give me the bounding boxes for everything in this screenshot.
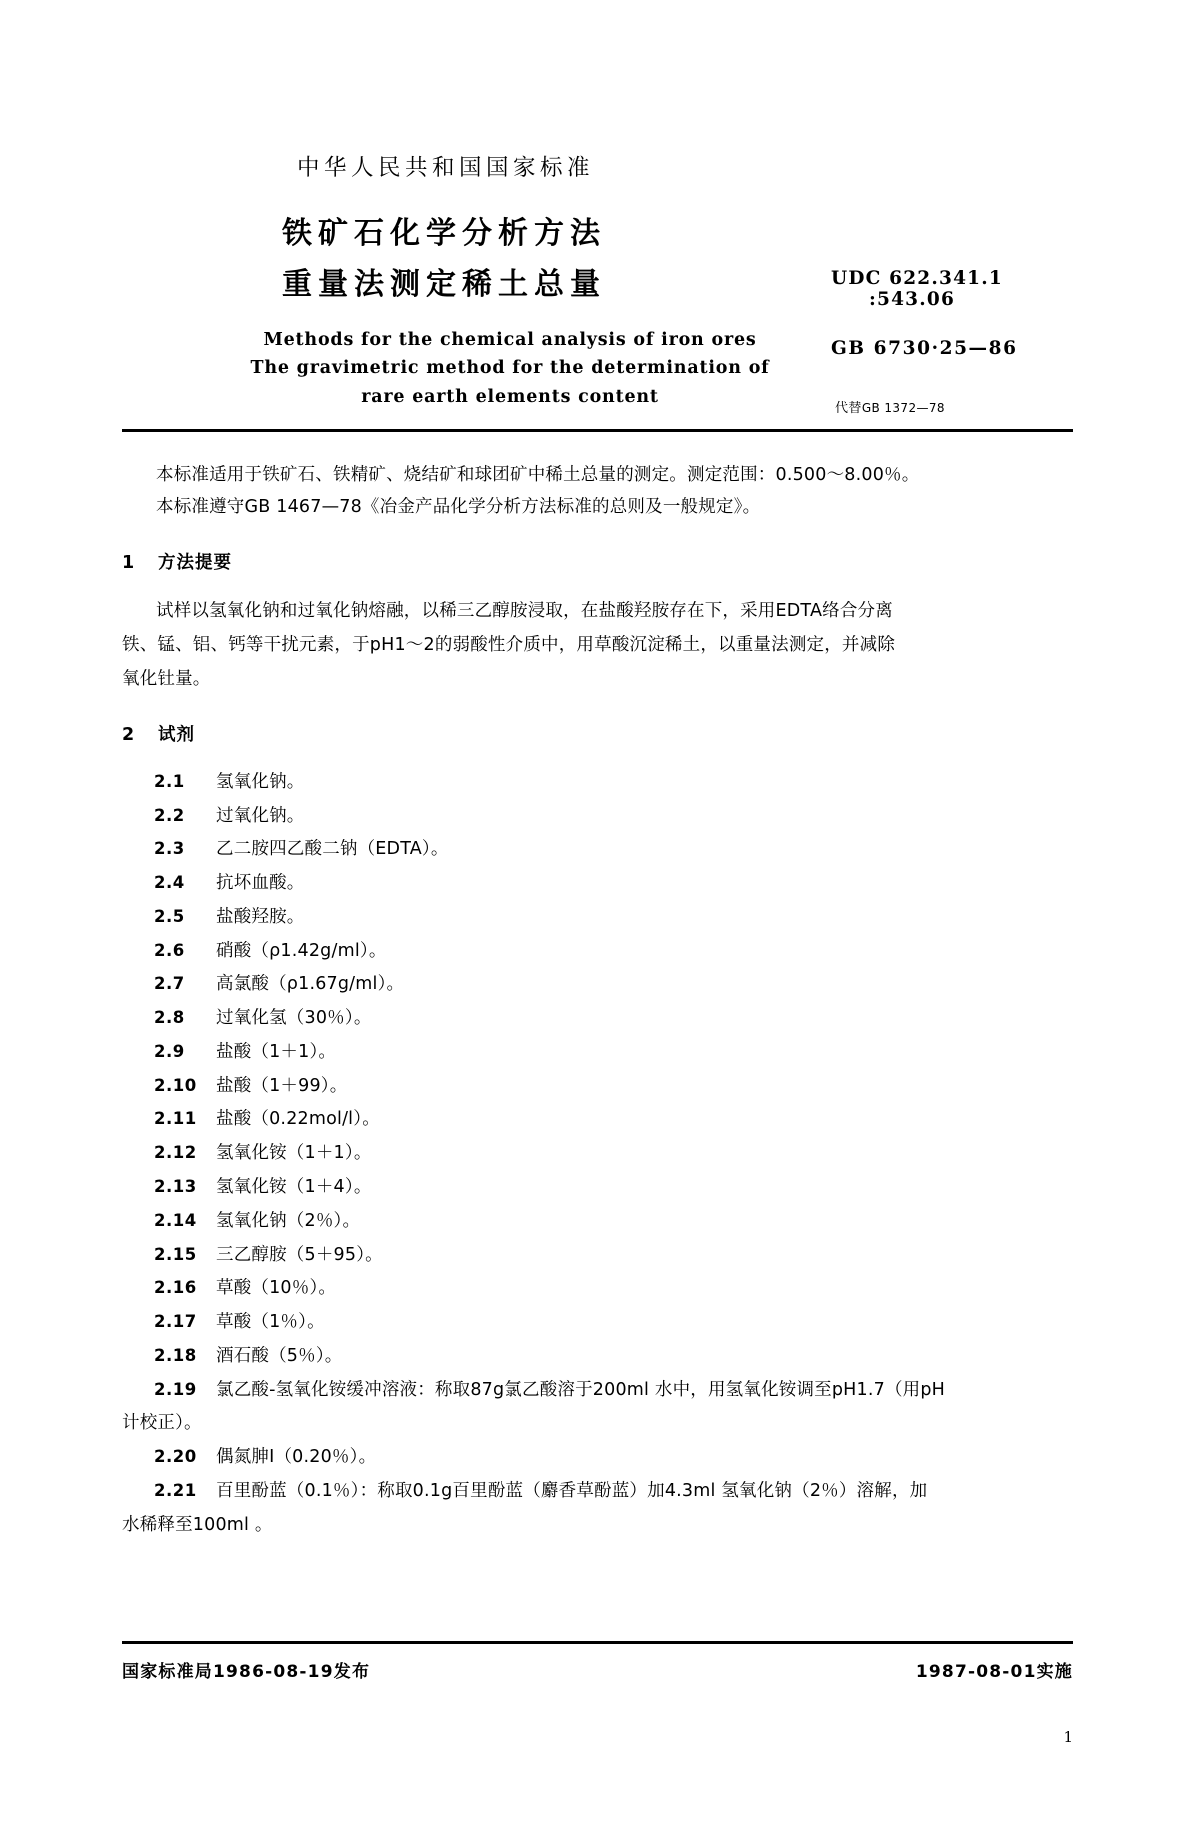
list-item (122, 935, 1073, 969)
reagent-text: 盐酸羟胺。 (216, 906, 305, 927)
list-item (122, 1002, 1073, 1036)
reagent-number: 2.10 (154, 1075, 197, 1095)
reagent-text: 盐酸（1＋1）。 (216, 1041, 337, 1062)
list-item (122, 968, 1073, 1002)
method-summary-line-1: 试样以氢氧化钠和过氧化钠熔融，以稀三乙醇胺浸取，在盐酸羟胺存在下，采用EDTA络合分离 (156, 600, 893, 621)
reagent-number: 2.16 (154, 1278, 197, 1298)
replaces-label: 代替 (835, 401, 862, 416)
reagent-number: 2.3 (154, 839, 185, 859)
list-item (122, 867, 1073, 901)
chinese-title-line-2: 重量法测定稀土总量 (282, 267, 606, 302)
list-item (122, 1103, 1073, 1137)
list-item (122, 800, 1073, 834)
document-footer (122, 1657, 1073, 1682)
reagent-text: 盐酸（1＋99）。 (216, 1075, 348, 1096)
list-item (122, 1475, 1073, 1509)
list-item (122, 1441, 1073, 1475)
footer-divider-rule (122, 1641, 1073, 1644)
reagent-text: 草酸（1％）。 (216, 1312, 325, 1333)
reagent-number: 2.17 (154, 1312, 197, 1332)
reagent-text: 乙二胺四乙酸二钠（EDTA）。 (216, 839, 449, 860)
section-number-1: 1 (122, 552, 136, 573)
list-item (122, 766, 1073, 800)
section-title-2: 试剂 (158, 724, 195, 745)
reagent-number: 2.14 (154, 1210, 197, 1230)
reagent-number: 2.15 (154, 1244, 197, 1264)
reagent-number: 2.7 (154, 974, 185, 994)
reagent-text: 氢氧化铵（1＋4）。 (216, 1176, 372, 1197)
reagent-text: 过氧化钠。 (216, 805, 305, 826)
reagent-number: 2.21 (154, 1480, 197, 1500)
reagent-text: 盐酸（0.22mol/l）。 (216, 1109, 380, 1130)
reagent-number: 2.2 (154, 805, 185, 825)
list-item (122, 1239, 1073, 1273)
reagent-number: 2.5 (154, 906, 185, 926)
reagent-number: 2.11 (154, 1109, 197, 1129)
standard-document-page (0, 150, 1191, 1834)
english-title-line-3: rare earth elements content (361, 386, 659, 407)
udc-code-line-1: UDC 622.341.1 (831, 268, 1003, 289)
reagent-text: 酒石酸（5％）。 (216, 1345, 343, 1366)
list-item (122, 1036, 1073, 1070)
reagent-text: 硝酸（ρ1.42g/ml）。 (216, 940, 387, 961)
english-title-line-1: Methods for the chemical analysis of iron ores (263, 330, 757, 350)
list-item (122, 833, 1073, 867)
standard-metadata (813, 208, 1073, 416)
section-1-body (122, 594, 1073, 696)
reagent-text: 三乙醇胺（5＋95）。 (216, 1244, 383, 1265)
scope-line-2: 本标准遵守GB 1467—78《冶金产品化学分析方法标准的总则及一般规定》。 (156, 496, 761, 517)
list-item (122, 1306, 1073, 1340)
english-title (190, 326, 830, 411)
reagent-text: 草酸（10％）。 (216, 1278, 337, 1299)
list-item (122, 1374, 1073, 1408)
header-divider-rule (122, 429, 1073, 432)
title-block (122, 208, 1073, 416)
replaces-value: GB 1372—78 (861, 401, 945, 415)
reagent-number: 2.9 (154, 1041, 185, 1061)
method-summary-line-3: 氧化钍量。 (122, 668, 211, 689)
section-title-1: 方法提要 (158, 552, 232, 573)
reagent-number: 2.13 (154, 1176, 197, 1196)
reagent-text: 抗坏血酸。 (216, 873, 305, 894)
chinese-title-line-1: 铁矿石化学分析方法 (282, 216, 606, 251)
reagent-text: 过氧化氢（30％）。 (216, 1008, 372, 1029)
document-body (122, 460, 1073, 1542)
list-item (122, 1070, 1073, 1104)
reagent-number: 2.8 (154, 1008, 185, 1028)
page-number: 1 (1063, 1728, 1073, 1746)
reagent-number: 2.4 (154, 873, 185, 893)
list-item (122, 1340, 1073, 1374)
list-item (122, 1272, 1073, 1306)
reagent-number: 2.1 (154, 771, 185, 791)
section-heading-1 (122, 548, 1073, 580)
reagent-continuation-line: 计校正）。 (122, 1413, 202, 1434)
reagent-text: 氢氧化钠。 (216, 771, 305, 792)
reagent-text: 氢氧化钠（2％）。 (216, 1210, 361, 1231)
reagent-text: 氢氧化铵（1＋1）。 (216, 1143, 372, 1164)
reagent-text: 百里酚蓝（0.1％）：称取0.1g百里酚蓝（麝香草酚蓝）加4.3ml 氢氧化钠（2％）溶解，加 (216, 1480, 928, 1501)
reagent-number: 2.12 (154, 1143, 197, 1163)
document-header (0, 150, 1191, 416)
reagent-text: 氯乙酸-氢氧化铵缓冲溶液：称取87g氯乙酸溶于200ml 水中，用氢氧化铵调至pH1.7（用pH (216, 1379, 946, 1400)
list-item (122, 901, 1073, 935)
udc-code-line-2: :543.06 (869, 289, 956, 310)
section-heading-2 (122, 720, 1073, 752)
issuing-authority-line: 中华人民共和国国家标准 (297, 155, 595, 181)
reagent-continuation-line: 水稀释至100ml 。 (122, 1514, 273, 1535)
standard-number: GB 6730·25—86 (831, 338, 1018, 359)
method-summary-line-2: 铁、锰、铝、钙等干扰元素，于pH1～2的弱酸性介质中，用草酸沉淀稀土，以重量法测定，并减除 (122, 634, 896, 655)
list-item (122, 1137, 1073, 1171)
reagent-number: 2.19 (154, 1379, 197, 1399)
issue-date-text: 国家标准局1986-08-19发布 (122, 1662, 371, 1682)
replaces-note (813, 397, 1073, 416)
reagent-text: 高氯酸（ρ1.67g/ml）。 (216, 974, 405, 995)
reagent-number: 2.6 (154, 940, 185, 960)
reagent-number: 2.18 (154, 1345, 197, 1365)
list-item (122, 1171, 1073, 1205)
english-title-line-2: The gravimetric method for the determination of (250, 358, 770, 379)
effective-date-text: 1987-08-01实施 (915, 1662, 1073, 1682)
reagent-list (122, 766, 1073, 1543)
reagent-text: 偶氮胂Ⅰ（0.20％）。 (216, 1447, 377, 1468)
reagent-number: 2.20 (154, 1447, 197, 1467)
list-item (122, 1205, 1073, 1239)
scope-line-1: 本标准适用于铁矿石、铁精矿、烧结矿和球团矿中稀土总量的测定。测定范围：0.500～8.00％。 (156, 465, 920, 486)
section-number-2: 2 (122, 724, 136, 745)
